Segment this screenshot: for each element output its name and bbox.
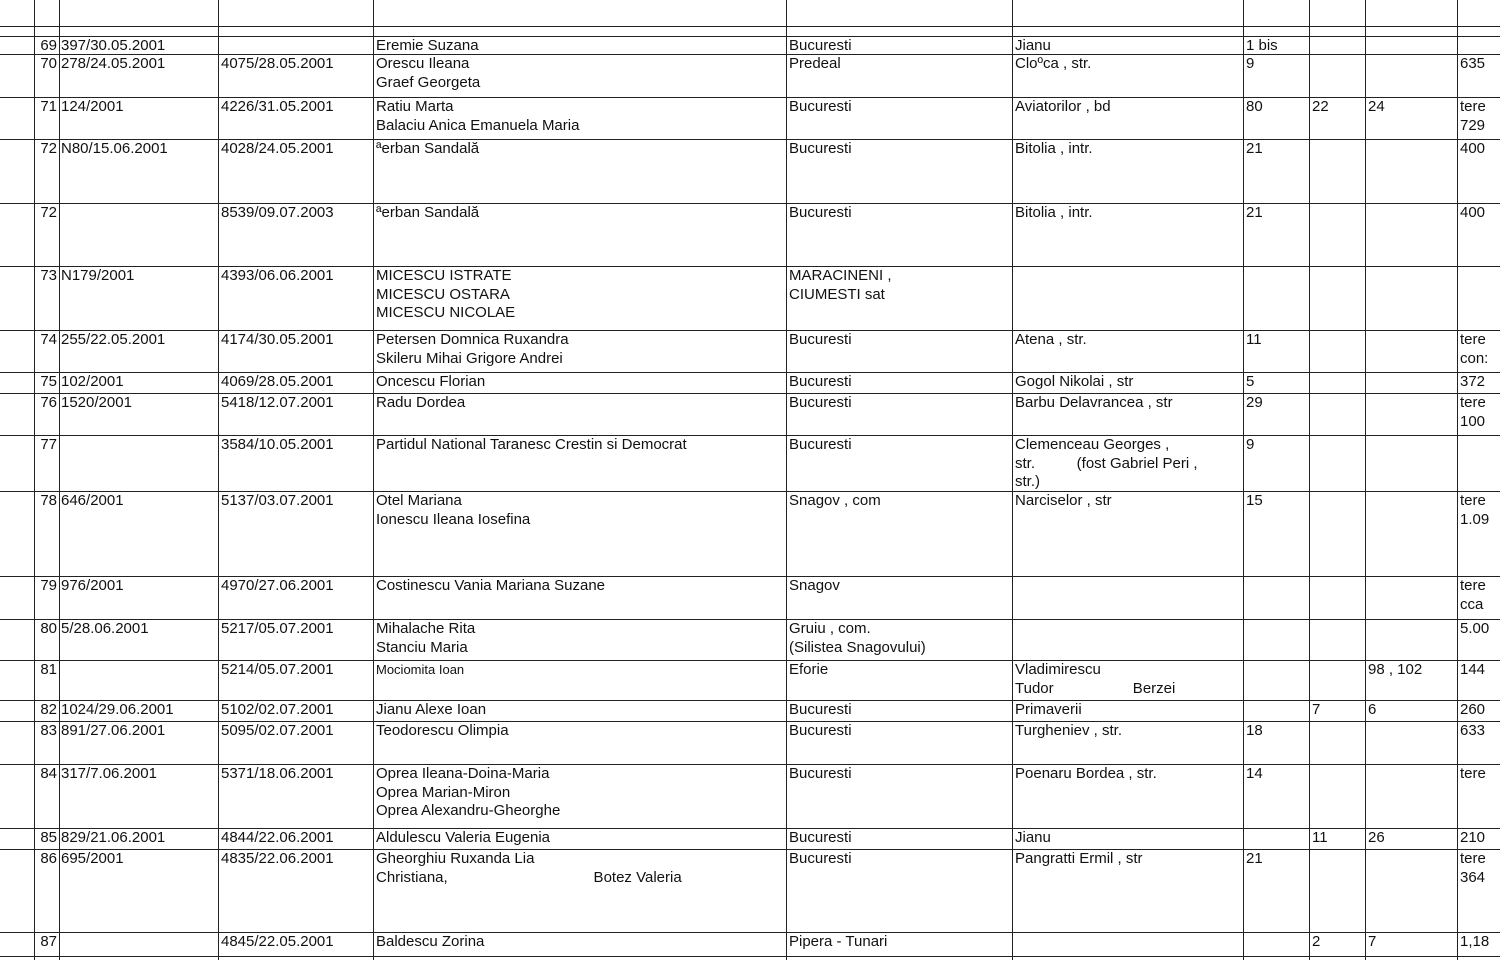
cell-persoane bbox=[376, 373, 784, 392]
table-row bbox=[0, 577, 1500, 619]
cell-localitate-line: Gruiu , com. bbox=[789, 620, 871, 637]
cell-persoane-line: Aldulescu Valeria Eugenia bbox=[376, 829, 551, 846]
cell-strada bbox=[1015, 394, 1241, 413]
cell-nr: 86 bbox=[40, 850, 57, 867]
cell-observatii bbox=[1460, 765, 1500, 784]
cell-inregistrare: 5095/02.07.2001 bbox=[221, 722, 334, 739]
cell-persoane bbox=[376, 620, 784, 657]
cell-persoane-line: Skileru Mihai Grigore Andrei bbox=[376, 349, 563, 367]
cell-observatii-line: 1.09 bbox=[1460, 510, 1490, 528]
cell-persoane-line: Oprea Alexandru-Gheorghe bbox=[376, 802, 561, 819]
cell-persoane bbox=[376, 577, 784, 596]
cell-numar: 80 bbox=[1246, 98, 1263, 115]
cell-observatii-line: 1,18 bbox=[1460, 933, 1490, 950]
cell-persoane bbox=[376, 436, 784, 455]
cell-dosar: N80/15.06.2001 bbox=[61, 140, 168, 157]
cell-observatii bbox=[1460, 492, 1500, 529]
grid-row-line bbox=[0, 956, 1500, 957]
cell-observatii-line: tere bbox=[1460, 98, 1486, 115]
cell-observatii-line: tere bbox=[1460, 394, 1486, 411]
cell-localitate bbox=[789, 436, 1010, 455]
cell-localitate bbox=[789, 331, 1010, 350]
cell-observatii-line: 729 bbox=[1460, 116, 1486, 134]
cell-persoane bbox=[376, 829, 784, 848]
cell-dosar: 646/2001 bbox=[61, 492, 124, 509]
cell-observatii bbox=[1460, 722, 1500, 741]
cell-localitate-line: Bucuresti bbox=[789, 204, 852, 221]
cell-bloc: 11 bbox=[1312, 829, 1328, 846]
cell-localitate-line: Eforie bbox=[789, 661, 829, 678]
cell-localitate bbox=[789, 55, 1010, 74]
cell-numar: 21 bbox=[1246, 850, 1263, 867]
cell-localitate bbox=[789, 701, 1010, 720]
cell-strada-line: Turgheniev , str. bbox=[1015, 722, 1122, 739]
cell-strada bbox=[1015, 204, 1241, 223]
cell-localitate bbox=[789, 661, 1010, 680]
cell-persoane-line: Teodorescu Olimpia bbox=[376, 722, 509, 739]
cell-persoane-line: ªerban Sandală bbox=[376, 204, 480, 221]
cell-observatii bbox=[1460, 55, 1500, 74]
cell-nr: 80 bbox=[40, 620, 57, 637]
cell-persoane-line: Graef Georgeta bbox=[376, 73, 481, 91]
cell-observatii-line: tere bbox=[1460, 765, 1486, 782]
cell-strada-line: Bitolia , intr. bbox=[1015, 140, 1093, 157]
cell-apartament: 6 bbox=[1368, 701, 1377, 718]
cell-strada-line: Cloºca , str. bbox=[1015, 55, 1092, 72]
cell-localitate-line: Pipera - Tunari bbox=[789, 933, 888, 950]
cell-nr: 78 bbox=[40, 492, 57, 509]
cell-inregistrare: 5217/05.07.2001 bbox=[221, 620, 334, 637]
cell-localitate-line: (Silistea Snagovului) bbox=[789, 638, 926, 656]
cell-persoane bbox=[376, 55, 784, 92]
cell-persoane-line: MICESCU ISTRATE bbox=[376, 267, 512, 284]
table-row bbox=[0, 850, 1500, 932]
table-row bbox=[0, 661, 1500, 700]
cell-observatii-line: tere bbox=[1460, 331, 1486, 348]
cell-strada-line: str.) bbox=[1015, 473, 1040, 490]
cell-observatii-line: 210 bbox=[1460, 829, 1486, 846]
cell-localitate-line: Bucuresti bbox=[789, 436, 852, 453]
cell-localitate bbox=[789, 765, 1010, 784]
cell-strada bbox=[1015, 765, 1241, 784]
cell-observatii bbox=[1460, 661, 1500, 680]
cell-nr: 75 bbox=[40, 373, 57, 390]
cell-observatii bbox=[1460, 204, 1500, 223]
cell-strada bbox=[1015, 98, 1241, 117]
cell-inregistrare: 4174/30.05.2001 bbox=[221, 331, 334, 348]
cell-localitate bbox=[789, 140, 1010, 159]
cell-persoane bbox=[376, 394, 784, 413]
cell-numar: 18 bbox=[1246, 722, 1263, 739]
cell-nr: 82 bbox=[40, 701, 57, 718]
table-row bbox=[0, 394, 1500, 435]
cell-localitate-line: Bucuresti bbox=[789, 98, 852, 115]
cell-strada bbox=[1015, 331, 1241, 350]
cell-localitate bbox=[789, 850, 1010, 869]
cell-observatii bbox=[1460, 850, 1500, 887]
cell-persoane bbox=[376, 37, 784, 56]
cell-strada-line: Primaverii bbox=[1015, 701, 1082, 718]
cell-observatii bbox=[1460, 620, 1500, 639]
cell-persoane-line: Orescu Ileana bbox=[376, 55, 470, 72]
cell-observatii-line: 400 bbox=[1460, 140, 1486, 157]
cell-persoane-line: Radu Dordea bbox=[376, 394, 466, 411]
cell-localitate-line: Bucuresti bbox=[789, 701, 852, 718]
cell-dosar: 5/28.06.2001 bbox=[61, 620, 149, 637]
cell-strada-line: Jianu bbox=[1015, 37, 1051, 54]
cell-persoane-line: Baldescu Zorina bbox=[376, 933, 485, 950]
cell-observatii-line: 364 bbox=[1460, 868, 1486, 886]
table-row bbox=[0, 204, 1500, 266]
cell-dosar: 102/2001 bbox=[61, 373, 124, 390]
cell-inregistrare: 4845/22.05.2001 bbox=[221, 933, 334, 950]
cell-strada-line: Gogol Nikolai , str bbox=[1015, 373, 1134, 390]
cell-nr: 85 bbox=[40, 829, 57, 846]
cell-nr: 84 bbox=[40, 765, 57, 782]
cell-nr: 77 bbox=[40, 436, 57, 453]
cell-persoane-line: Mihalache Rita bbox=[376, 620, 476, 637]
cell-numar: 9 bbox=[1246, 55, 1255, 72]
cell-numar: 5 bbox=[1246, 373, 1255, 390]
table-row bbox=[0, 829, 1500, 849]
cell-persoane-line: Eremie Suzana bbox=[376, 37, 479, 54]
cell-persoane-line: Petersen Domnica Ruxandra bbox=[376, 331, 569, 348]
cell-persoane-line: MICESCU NICOLAE bbox=[376, 304, 516, 321]
cell-persoane bbox=[376, 204, 784, 223]
cell-localitate-line: Snagov bbox=[789, 577, 840, 594]
cell-strada bbox=[1015, 140, 1241, 159]
cell-localitate bbox=[789, 492, 1010, 511]
cell-persoane bbox=[376, 267, 784, 323]
cell-strada-line: Vladimirescu bbox=[1015, 661, 1101, 678]
cell-dosar: 255/22.05.2001 bbox=[61, 331, 166, 348]
cell-strada-line: Pangratti Ermil , str bbox=[1015, 850, 1143, 867]
cell-persoane-line: Costinescu Vania Mariana Suzane bbox=[376, 577, 606, 594]
cell-apartament: 24 bbox=[1368, 98, 1385, 115]
cell-persoane-line: Stanciu Maria bbox=[376, 638, 468, 656]
cell-persoane-line: Otel Mariana bbox=[376, 492, 462, 509]
cell-observatii bbox=[1460, 933, 1500, 952]
cell-localitate bbox=[789, 267, 1010, 304]
cell-localitate bbox=[789, 829, 1010, 848]
cell-inregistrare: 5137/03.07.2001 bbox=[221, 492, 334, 509]
cell-persoane bbox=[376, 765, 784, 821]
cell-nr: 76 bbox=[40, 394, 57, 411]
cell-persoane-line: Ratiu Marta bbox=[376, 98, 454, 115]
cell-localitate-line: Bucuresti bbox=[789, 140, 852, 157]
cell-strada bbox=[1015, 829, 1241, 848]
cell-observatii-line: 100 bbox=[1460, 412, 1486, 430]
table-row bbox=[0, 436, 1500, 491]
cell-strada-line: Poenaru Bordea , str. bbox=[1015, 765, 1157, 782]
cell-inregistrare: 4844/22.06.2001 bbox=[221, 829, 334, 846]
cell-nr: 72 bbox=[40, 204, 57, 221]
cell-inregistrare: 4069/28.05.2001 bbox=[221, 373, 334, 390]
table-row bbox=[0, 722, 1500, 764]
cell-localitate-line: Bucuresti bbox=[789, 394, 852, 411]
cell-inregistrare: 8539/09.07.2003 bbox=[221, 204, 334, 221]
cell-inregistrare: 3584/10.05.2001 bbox=[221, 436, 334, 453]
cell-localitate bbox=[789, 577, 1010, 596]
cell-inregistrare: 4226/31.05.2001 bbox=[221, 98, 334, 115]
cell-persoane-line: Ionescu Ileana Iosefina bbox=[376, 510, 531, 528]
cell-strada-line: str. (fost Gabriel Peri , bbox=[1015, 454, 1198, 472]
cell-strada bbox=[1015, 55, 1241, 74]
cell-nr: 73 bbox=[40, 267, 57, 284]
cell-localitate-line: Bucuresti bbox=[789, 331, 852, 348]
cell-localitate bbox=[789, 620, 1010, 657]
cell-localitate-line: Bucuresti bbox=[789, 37, 852, 54]
cell-apartament: 7 bbox=[1368, 933, 1377, 950]
cell-strada-line: Jianu bbox=[1015, 829, 1051, 846]
cell-apartament: 98 , 102 bbox=[1368, 661, 1423, 678]
table-row bbox=[0, 373, 1500, 393]
cell-observatii bbox=[1460, 394, 1500, 431]
cell-localitate bbox=[789, 204, 1010, 223]
cell-numar: 1 bis bbox=[1246, 37, 1278, 54]
cell-localitate-line: Bucuresti bbox=[789, 850, 852, 867]
cell-observatii-line: tere bbox=[1460, 577, 1486, 594]
cell-localitate bbox=[789, 933, 1010, 952]
cell-inregistrare: 4835/22.06.2001 bbox=[221, 850, 334, 867]
cell-observatii-line: 144 bbox=[1460, 661, 1486, 678]
cell-persoane bbox=[376, 850, 784, 887]
cell-strada-line: Aviatorilor , bd bbox=[1015, 98, 1111, 115]
table-row bbox=[0, 37, 1500, 54]
cell-persoane bbox=[376, 140, 784, 159]
table-row bbox=[0, 55, 1500, 97]
cell-numar: 9 bbox=[1246, 436, 1255, 453]
cell-strada bbox=[1015, 722, 1241, 741]
cell-persoane bbox=[376, 701, 784, 720]
cell-bloc: 22 bbox=[1312, 98, 1329, 115]
cell-dosar: 397/30.05.2001 bbox=[61, 37, 166, 54]
cell-dosar: 278/24.05.2001 bbox=[61, 55, 166, 72]
table-row bbox=[0, 701, 1500, 721]
cell-observatii-line: 260 bbox=[1460, 701, 1486, 718]
cell-observatii-line: 633 bbox=[1460, 722, 1486, 739]
cell-nr: 74 bbox=[40, 331, 57, 348]
cell-strada bbox=[1015, 436, 1241, 492]
cell-nr: 72 bbox=[40, 140, 57, 157]
cell-strada-line: Barbu Delavrancea , str bbox=[1015, 394, 1173, 411]
cell-persoane-line: Partidul National Taranesc Crestin si Democrat bbox=[376, 436, 687, 453]
cell-strada-line: Tudor Berzei bbox=[1015, 679, 1176, 697]
cell-bloc: 2 bbox=[1312, 933, 1321, 950]
cell-localitate bbox=[789, 373, 1010, 392]
cell-strada-line: Atena , str. bbox=[1015, 331, 1087, 348]
cell-localitate bbox=[789, 394, 1010, 413]
cell-localitate-line: Bucuresti bbox=[789, 829, 852, 846]
cell-strada bbox=[1015, 850, 1241, 869]
cell-inregistrare: 4970/27.06.2001 bbox=[221, 577, 334, 594]
header-bottom-line bbox=[0, 26, 1500, 27]
cell-localitate-line: Bucuresti bbox=[789, 765, 852, 782]
cell-observatii bbox=[1460, 577, 1500, 614]
cell-dosar: 1520/2001 bbox=[61, 394, 132, 411]
cell-persoane-line: Mociomita Ioan bbox=[376, 662, 465, 677]
cell-numar: 14 bbox=[1246, 765, 1263, 782]
cell-observatii-line: 5.00 bbox=[1460, 620, 1490, 637]
cell-persoane-line: Oprea Ileana-Doina-Maria bbox=[376, 765, 550, 782]
cell-persoane-line: MICESCU OSTARA bbox=[376, 285, 510, 303]
cell-observatii bbox=[1460, 140, 1500, 159]
cell-inregistrare: 5371/18.06.2001 bbox=[221, 765, 334, 782]
cell-numar: 15 bbox=[1246, 492, 1263, 509]
cell-inregistrare: 4393/06.06.2001 bbox=[221, 267, 334, 284]
cell-dosar: 124/2001 bbox=[61, 98, 124, 115]
cell-observatii-line: cca bbox=[1460, 595, 1484, 613]
cell-strada bbox=[1015, 701, 1241, 720]
cell-localitate bbox=[789, 98, 1010, 117]
cell-persoane bbox=[376, 98, 784, 135]
cell-dosar: N179/2001 bbox=[61, 267, 135, 284]
cell-persoane bbox=[376, 331, 784, 368]
cell-persoane-line: Christiana, Botez Valeria bbox=[376, 868, 682, 886]
cell-numar: 21 bbox=[1246, 204, 1263, 221]
cell-strada bbox=[1015, 492, 1241, 511]
table-row bbox=[0, 331, 1500, 372]
cell-persoane bbox=[376, 933, 784, 952]
table-row bbox=[0, 765, 1500, 828]
cell-observatii bbox=[1460, 331, 1500, 368]
cell-nr: 83 bbox=[40, 722, 57, 739]
cell-dosar: 891/27.06.2001 bbox=[61, 722, 166, 739]
table-row bbox=[0, 267, 1500, 330]
cell-strada-line: Narciselor , str bbox=[1015, 492, 1112, 509]
cell-observatii-line: 400 bbox=[1460, 204, 1486, 221]
cell-localitate bbox=[789, 37, 1010, 56]
cell-strada-line: Bitolia , intr. bbox=[1015, 204, 1093, 221]
cell-nr: 81 bbox=[40, 661, 57, 678]
cell-inregistrare: 5214/05.07.2001 bbox=[221, 661, 334, 678]
cell-dosar: 1024/29.06.2001 bbox=[61, 701, 174, 718]
cell-localitate-line: Predeal bbox=[789, 55, 841, 72]
cell-numar: 21 bbox=[1246, 140, 1263, 157]
cell-observatii-line: tere bbox=[1460, 492, 1486, 509]
table-row bbox=[0, 620, 1500, 660]
cell-inregistrare: 4075/28.05.2001 bbox=[221, 55, 334, 72]
cell-localitate bbox=[789, 722, 1010, 741]
cell-observatii-line: 372 bbox=[1460, 373, 1486, 390]
cell-persoane-line: Balaciu Anica Emanuela Maria bbox=[376, 116, 580, 134]
cell-observatii bbox=[1460, 373, 1500, 392]
cell-persoane-line: Jianu Alexe Ioan bbox=[376, 701, 487, 718]
cell-nr: 87 bbox=[40, 933, 57, 950]
cell-observatii-line: con: bbox=[1460, 349, 1489, 367]
cell-localitate-line: Bucuresti bbox=[789, 373, 852, 390]
cell-inregistrare: 4028/24.05.2001 bbox=[221, 140, 334, 157]
cell-persoane-line: Gheorghiu Ruxanda Lia bbox=[376, 850, 535, 867]
cell-persoane bbox=[376, 492, 784, 529]
cell-numar: 29 bbox=[1246, 394, 1263, 411]
cell-dosar: 976/2001 bbox=[61, 577, 124, 594]
cell-nr: 70 bbox=[40, 55, 57, 72]
cell-apartament: 26 bbox=[1368, 829, 1385, 846]
cell-dosar: 695/2001 bbox=[61, 850, 124, 867]
cell-observatii-line: tere bbox=[1460, 850, 1486, 867]
cell-strada bbox=[1015, 373, 1241, 392]
cell-persoane bbox=[376, 661, 784, 680]
cell-persoane-line: Oprea Marian-Miron bbox=[376, 783, 511, 801]
cell-bloc: 7 bbox=[1312, 701, 1321, 718]
cell-persoane bbox=[376, 722, 784, 741]
cell-observatii-line: 635 bbox=[1460, 55, 1486, 72]
table-row bbox=[0, 140, 1500, 203]
cell-dosar: 829/21.06.2001 bbox=[61, 829, 166, 846]
cell-strada bbox=[1015, 661, 1241, 698]
cell-nr: 79 bbox=[40, 577, 57, 594]
cell-nr: 69 bbox=[40, 37, 57, 54]
cell-strada-line: Clemenceau Georges , bbox=[1015, 436, 1170, 453]
table-row bbox=[0, 492, 1500, 576]
cell-dosar: 317/7.06.2001 bbox=[61, 765, 157, 782]
cell-localitate-line: Snagov , com bbox=[789, 492, 881, 509]
cell-localitate-line: CIUMESTI sat bbox=[789, 285, 885, 303]
table-row bbox=[0, 98, 1500, 139]
cell-localitate-line: Bucuresti bbox=[789, 722, 852, 739]
cell-inregistrare: 5418/12.07.2001 bbox=[221, 394, 334, 411]
cell-persoane-line: ªerban Sandală bbox=[376, 140, 480, 157]
cell-observatii bbox=[1460, 701, 1500, 720]
cell-observatii bbox=[1460, 98, 1500, 135]
cell-inregistrare: 5102/02.07.2001 bbox=[221, 701, 334, 718]
cell-strada bbox=[1015, 37, 1241, 56]
cell-observatii bbox=[1460, 829, 1500, 848]
cell-numar: 11 bbox=[1246, 331, 1262, 348]
cell-persoane-line: Oncescu Florian bbox=[376, 373, 486, 390]
cell-nr: 71 bbox=[40, 98, 57, 115]
cell-localitate-line: MARACINENI , bbox=[789, 267, 892, 284]
table-row bbox=[0, 933, 1500, 956]
